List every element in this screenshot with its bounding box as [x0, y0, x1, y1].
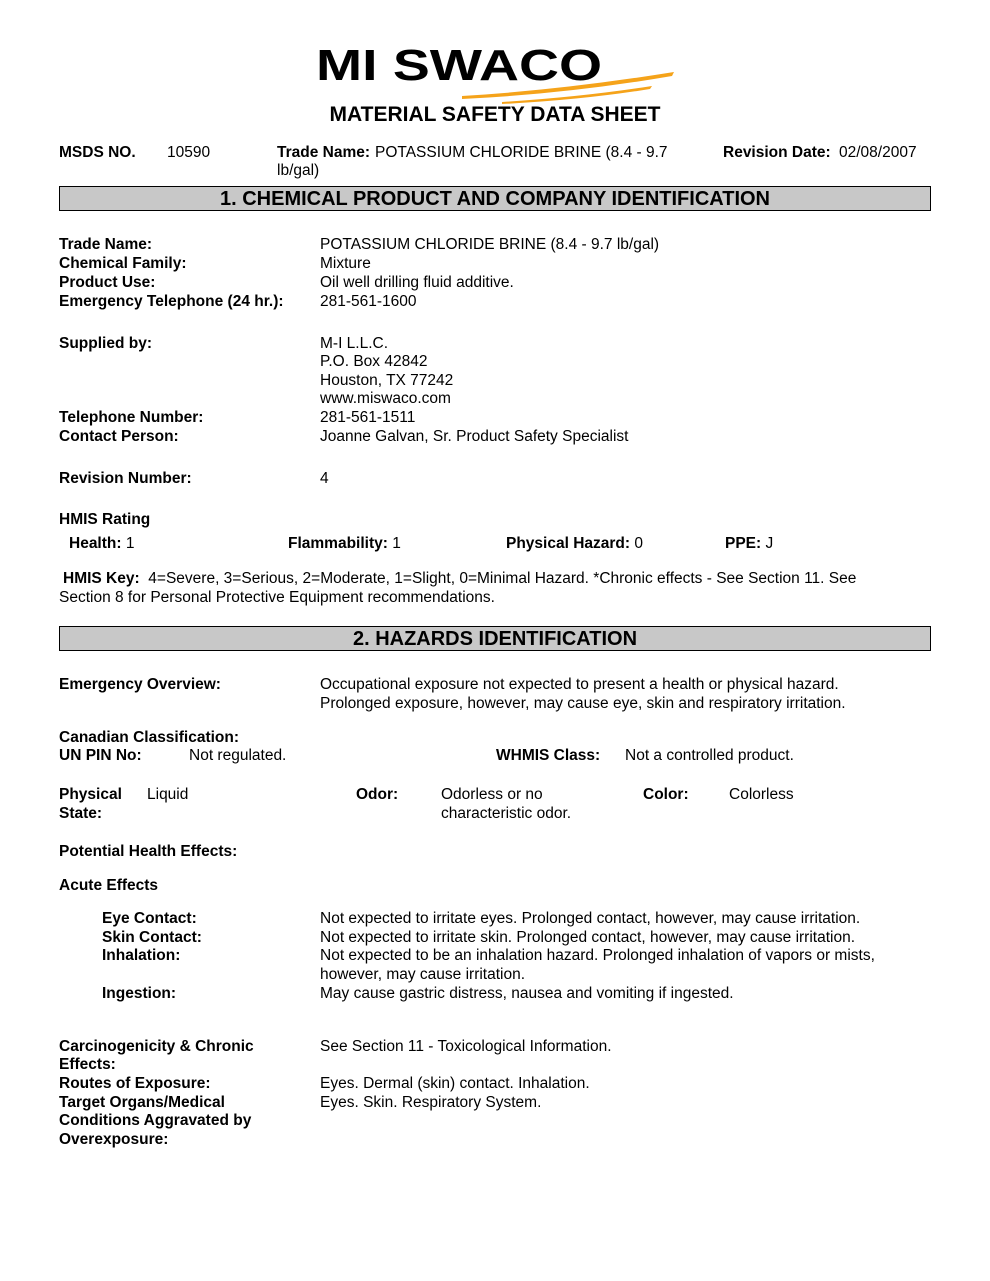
whmis-class-label: WHMIS Class:: [496, 747, 601, 764]
inhalation-value: Not expected to be an inhalation hazard. Prolonged inhalation of vapors or mists,: [320, 947, 875, 964]
ingestion-label: Ingestion:: [102, 985, 177, 1002]
odor-label: Odor:: [356, 786, 399, 803]
ingestion-value: May cause gastric distress, nausea and vomiting if ingested.: [320, 985, 734, 1002]
revision-date-value: 02/08/2007: [839, 144, 917, 161]
canadian-classification-label: Canadian Classification:: [59, 729, 240, 746]
trade-name-label: Trade Name:: [59, 236, 153, 253]
hmis-physical-hazard: Physical Hazard: 0: [506, 535, 643, 552]
physical-state-label-cont: State:: [59, 805, 103, 822]
acute-effects-heading: Acute Effects: [59, 877, 159, 894]
supplier-address: P.O. Box 42842: [320, 353, 428, 370]
target-organs-label-cont-2: Overexposure:: [59, 1131, 169, 1148]
telephone-number-value: 281-561-1511: [320, 409, 416, 426]
section-1-heading: 1. CHEMICAL PRODUCT AND COMPANY IDENTIFICATION: [59, 186, 931, 211]
revision-number-value: 4: [320, 470, 329, 487]
header-trade-name-value: POTASSIUM CHLORIDE BRINE (8.4 - 9.7: [375, 144, 668, 161]
skin-contact-value: Not expected to irritate skin. Prolonged contact, however, may cause irritation.: [320, 929, 856, 946]
emergency-telephone-label: Emergency Telephone (24 hr.):: [59, 293, 284, 310]
eye-contact-label: Eye Contact:: [102, 910, 197, 927]
logo-text: MI SWACO: [316, 42, 602, 90]
un-pin-value: Not regulated.: [189, 747, 287, 764]
emergency-overview-label: Emergency Overview:: [59, 676, 221, 693]
supplier-name: M-I L.L.C.: [320, 335, 389, 352]
chemical-family-label: Chemical Family:: [59, 255, 187, 272]
target-organs-label-cont: Conditions Aggravated by: [59, 1112, 252, 1129]
odor-value: Odorless or no: [441, 786, 543, 803]
company-logo: [312, 42, 682, 104]
hmis-ppe: PPE: J: [725, 535, 774, 552]
hmis-flammability: Flammability: 1: [288, 535, 401, 552]
carcinogenicity-value: See Section 11 - Toxicological Information.: [320, 1038, 612, 1055]
telephone-number-label: Telephone Number:: [59, 409, 204, 426]
contact-person-label: Contact Person:: [59, 428, 179, 445]
hmis-rating-heading: HMIS Rating: [59, 511, 151, 528]
msds-number-value: 10590: [167, 144, 211, 161]
odor-value-cont: characteristic odor.: [441, 805, 572, 822]
eye-contact-value: Not expected to irritate eyes. Prolonged contact, however, may cause irritation.: [320, 910, 861, 927]
section-2-heading: 2. HAZARDS IDENTIFICATION: [59, 626, 931, 651]
skin-contact-label: Skin Contact:: [102, 929, 202, 946]
potential-health-effects-heading: Potential Health Effects:: [59, 843, 238, 860]
emergency-overview-value: Occupational exposure not expected to present a health or physical hazard.: [320, 676, 839, 693]
emergency-telephone-value: 281-561-1600: [320, 293, 417, 310]
header-trade-name-value-cont: lb/gal): [277, 162, 320, 179]
carcinogenicity-label-cont: Effects:: [59, 1056, 116, 1073]
supplied-by-label: Supplied by:: [59, 335, 152, 352]
physical-state-label: Physical: [59, 786, 122, 803]
emergency-overview-value-cont: Prolonged exposure, however, may cause eye, skin and respiratory irritation.: [320, 695, 846, 712]
contact-person-value: Joanne Galvan, Sr. Product Safety Specialist: [320, 428, 629, 445]
document-title: MATERIAL SAFETY DATA SHEET: [329, 103, 661, 126]
supplier-website: www.miswaco.com: [320, 390, 451, 407]
whmis-class-value: Not a controlled product.: [625, 747, 794, 764]
physical-state-value: Liquid: [147, 786, 189, 803]
target-organs-label: Target Organs/Medical: [59, 1094, 225, 1111]
chemical-family-value: Mixture: [320, 255, 371, 272]
product-use-label: Product Use:: [59, 274, 156, 291]
hmis-key-cont: Section 8 for Personal Protective Equipment recommendations.: [59, 589, 495, 606]
inhalation-value-cont: however, may cause irritation.: [320, 966, 526, 983]
color-value: Colorless: [729, 786, 794, 803]
msds-number-label: MSDS NO.: [59, 144, 136, 161]
product-use-value: Oil well drilling fluid additive.: [320, 274, 514, 291]
inhalation-label: Inhalation:: [102, 947, 181, 964]
hmis-health: Health: 1: [69, 535, 135, 552]
routes-of-exposure-value: Eyes. Dermal (skin) contact. Inhalation.: [320, 1075, 590, 1092]
header-trade-name-label: Trade Name:: [277, 144, 371, 161]
carcinogenicity-label: Carcinogenicity & Chronic: [59, 1038, 254, 1055]
revision-date-label: Revision Date:: [723, 144, 831, 161]
hmis-key: HMIS Key: 4=Severe, 3=Serious, 2=Moderate, 1=Slight, 0=Minimal Hazard. *Chronic effects - See Section 11. See: [63, 570, 857, 587]
supplier-city: Houston, TX 77242: [320, 372, 454, 389]
un-pin-label: UN PIN No:: [59, 747, 142, 764]
target-organs-value: Eyes. Skin. Respiratory System.: [320, 1094, 542, 1111]
color-label: Color:: [643, 786, 689, 803]
trade-name-value: POTASSIUM CHLORIDE BRINE (8.4 - 9.7 lb/gal): [320, 236, 660, 253]
routes-of-exposure-label: Routes of Exposure:: [59, 1075, 211, 1092]
revision-number-label: Revision Number:: [59, 470, 192, 487]
